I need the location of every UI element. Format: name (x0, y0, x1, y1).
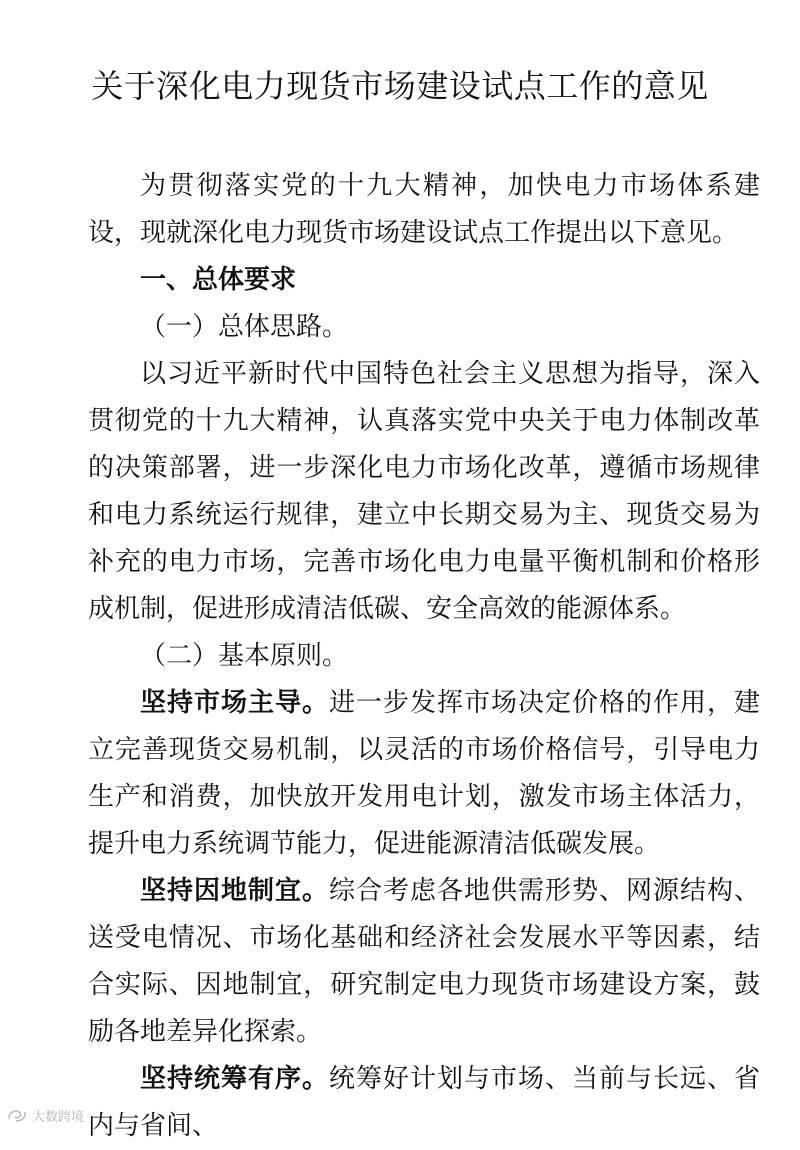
swirl-logo-icon (6, 1107, 28, 1123)
document-title: 关于深化电力现货市场建设试点工作的意见 (91, 67, 709, 105)
subsection-heading-overall-approach: （一）总体思路。 (140, 312, 349, 342)
principle-text: 综合考虑各地供需形势、网源结构、送受电情况、市场化基础和经济社会发展水平等因素，结合实际、因地制宜，研究制定电力现货市场建设方案，鼓励各地差异化探索。 (88, 876, 760, 1047)
principle-lead: 坚持统筹有序。 (140, 1064, 329, 1094)
overall-approach-paragraph: 以习近平新时代中国特色社会主义思想为指导，深入贯彻党的十九大精神，认真落实党中央关于电力体制改革的决策部署，进一步深化电力市场化改革，遵循市场规律和电力系统运行规律，建立中长期交易为主、现货交易为补充的电力市场，完善市场化电力电量平衡机制和价格形成机制，促进形成清洁低碳、安全高效的能源体系。 (88, 359, 760, 624)
principle-lead: 坚持因地制宜。 (140, 876, 329, 906)
principle-lead: 坚持市场主导。 (140, 688, 329, 718)
intro-paragraph: 为贯彻落实党的十九大精神，加快电力市场体系建设，现就深化电力现货市场建设试点工作提出以下意见。 (88, 171, 760, 248)
principle-text: 进一步发挥市场决定价格的作用，建立完善现货交易机制，以灵活的市场价格信号，引导电力生产和消费，加快放开发用电计划，激发市场主体活力，提升电力系统调节能力，促进能源清洁低碳发展。 (88, 688, 760, 859)
principle-paragraph (88, 680, 760, 868)
principle-paragraph (88, 1056, 760, 1150)
section-heading-general-requirements: 一、总体要求 (140, 265, 297, 295)
principle-paragraph (88, 868, 760, 1056)
watermark (6, 1105, 84, 1125)
subsection-heading-basic-principles: （二）基本原则。 (140, 641, 349, 671)
document-body (88, 163, 760, 1150)
principle-text: 统筹好计划与市场、当前与长远、省内与省间、 (88, 1064, 760, 1141)
watermark-text: 大数跨境 (32, 1109, 85, 1125)
